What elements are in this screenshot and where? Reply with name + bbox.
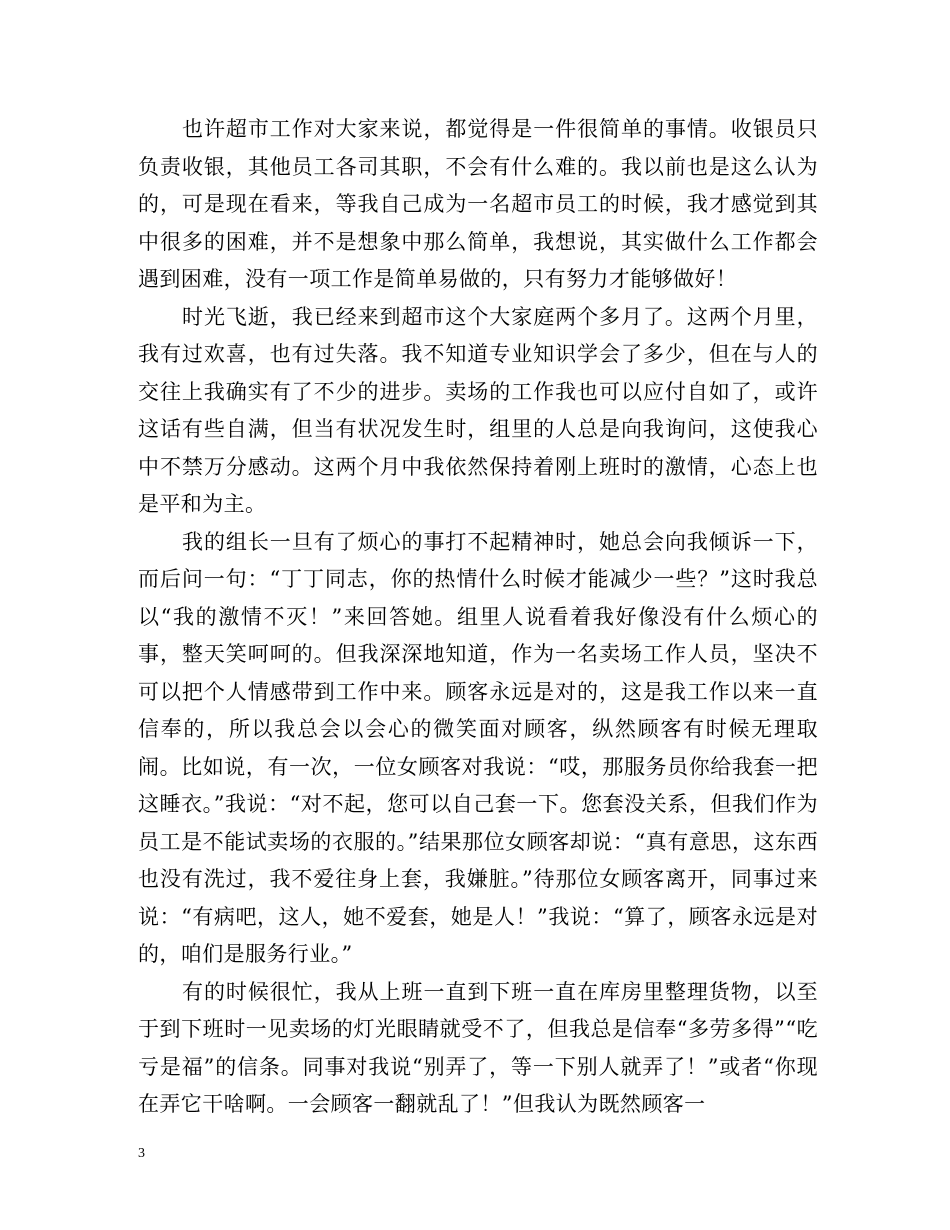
paragraph-4: 有的时候很忙，我从上班一直到下班一直在库房里整理货物，以至于到下班时一见卖场的灯光眼睛就受不了，但我总是信奉“多劳多得”“吃亏是福”的信条。同事对我说“别弄了，等一下别人就弄了！”或者“你现在弄它干啥啊。一会顾客一翻就乱了！”但我认为既然顾客一 xyxy=(138,979,818,1116)
paragraph-3: 我的组长一旦有了烦心的事打不起精神时，她总会向我倾诉一下，而后问一句：“丁丁同志，你的热情什么时候才能减少一些？”这时我总以“我的激情不灭！”来回答她。组里人说看着我好像没有什么烦心的事，整天笑呵呵的。但我深深地知道，作为一名卖场工作人员，坚决不可以把个人情感带到工作中来。顾客永远是对的，这是我工作以来一直信奉的，所以我总会以会心的微笑面对顾客，纵然顾客有时候无理取闹。比如说，有一次，一位女顾客对我说：“哎，那服务员你给我套一把这睡衣。”我说：“对不起，您可以自己套一下。您套没关系，但我们作为员工是不能试卖场的衣服的。”结果那位女顾客却说：“真有意思，这东西也没有洗过，我不爱往身上套，我嫌脏。”待那位女顾客离开，同事过来说：“有病吧，这人，她不爱套，她是人！”我说：“算了，顾客永远是对的，咱们是服务行业。” xyxy=(138,529,818,966)
paragraph-2: 时光飞逝，我已经来到超市这个大家庭两个多月了。这两个月里，我有过欢喜，也有过失落。我不知道专业知识学会了多少，但在与人的交往上我确实有了不少的进步。卖场的工作我也可以应付自如了，或许这话有些自满，但当有状况发生时，组里的人总是向我询问，这使我心中不禁万分感动。这两个月中我依然保持着刚上班时的激情，心态上也是平和为主。 xyxy=(138,304,818,516)
page-number: 3 xyxy=(138,1146,145,1161)
paragraph-1: 也许超市工作对大家来说，都觉得是一件很简单的事情。收银员只负责收银，其他员工各司其职，不会有什么难的。我以前也是这么认为的，可是现在看来，等我自己成为一名超市员工的时候，我才感觉到其中很多的困难，并不是想象中那么简单，我想说，其实做什么工作都会遇到困难，没有一项工作是简单易做的，只有努力才能够做好！ xyxy=(138,117,818,291)
body-text xyxy=(138,111,818,1124)
